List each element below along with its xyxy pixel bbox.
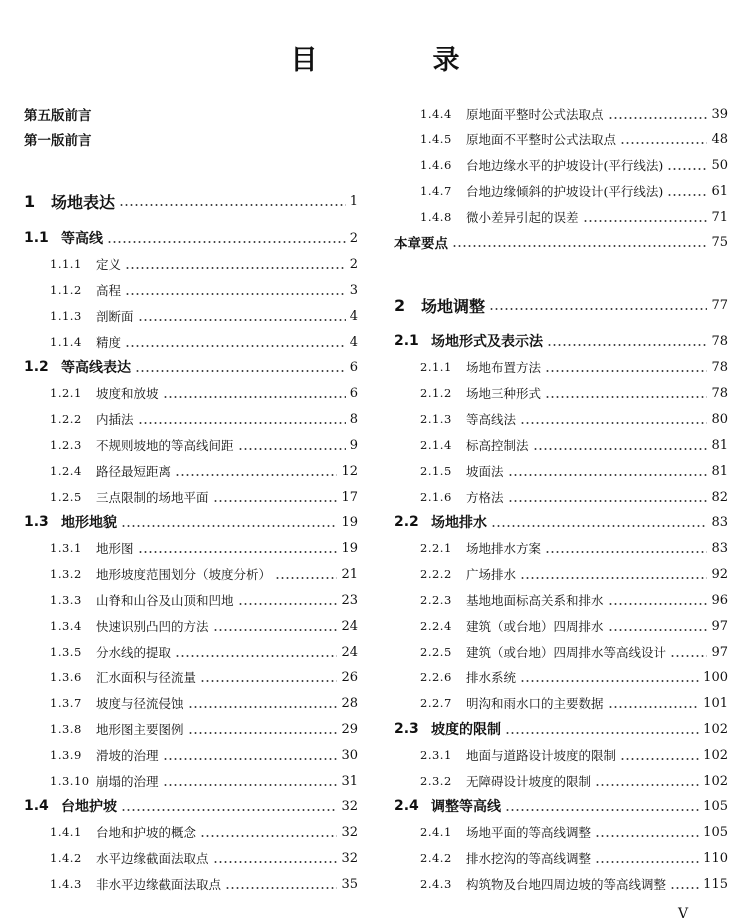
toc-entry[interactable] xyxy=(24,486,358,508)
section-title: 场地排水方案 xyxy=(466,541,542,556)
toc-entry[interactable] xyxy=(24,382,358,404)
section-title: 坡度的限制 xyxy=(431,722,501,738)
section-title: 坡面法 xyxy=(466,464,504,479)
toc-entry[interactable] xyxy=(394,563,728,585)
dot-leader xyxy=(452,245,707,247)
toc-entry[interactable] xyxy=(394,770,728,792)
dot-leader xyxy=(533,448,708,450)
page-number: 30 xyxy=(341,747,358,763)
toc-entry[interactable] xyxy=(394,589,728,611)
section-title: 快速识别凸凹的方法 xyxy=(96,619,209,634)
toc-entry[interactable] xyxy=(394,231,728,253)
section-title: 高程 xyxy=(96,283,122,298)
section-title: 地形地貌 xyxy=(61,515,117,531)
section-title: 坡度与径流侵蚀 xyxy=(96,696,184,711)
dot-leader xyxy=(667,194,707,196)
page-number: 61 xyxy=(711,183,728,199)
section-title: 本章要点 xyxy=(394,236,448,252)
page-number: 24 xyxy=(341,618,358,634)
dot-leader xyxy=(545,396,707,398)
section-title: 场地布置方法 xyxy=(466,360,542,375)
section-title: 场地表达 xyxy=(51,192,116,212)
section-title: 地形坡度范围划分（坡度分析） xyxy=(96,567,272,582)
page-number: 17 xyxy=(341,489,358,505)
toc-entry[interactable] xyxy=(24,537,358,559)
toc-entry[interactable] xyxy=(24,615,358,637)
section-title: 无障碍设计坡度的限制 xyxy=(466,774,592,789)
section-number: 1.3.3 xyxy=(50,593,82,607)
section-number: 1.1.4 xyxy=(50,335,82,349)
dot-leader xyxy=(138,551,338,553)
section-title: 明沟和雨水口的主要数据 xyxy=(466,696,604,711)
dot-leader xyxy=(670,887,699,889)
toc-entry[interactable] xyxy=(394,511,728,533)
page-number: 92 xyxy=(711,566,728,582)
section-number: 1.3 xyxy=(24,514,49,530)
section-number: 1.3.5 xyxy=(50,645,82,659)
section-title: 原地面不平整时公式法取点 xyxy=(466,132,617,147)
page-number: 26 xyxy=(341,669,358,685)
section-title: 台地边缘倾斜的护坡设计(平行线法) xyxy=(466,184,664,199)
section-number: 1.3.9 xyxy=(50,748,82,762)
toc-entry[interactable] xyxy=(24,873,358,895)
dot-leader xyxy=(213,500,338,502)
page-number: 6 xyxy=(349,385,358,401)
page-number: 24 xyxy=(341,644,358,660)
page-number: 4 xyxy=(349,334,358,350)
dot-leader xyxy=(505,732,699,734)
section-number: 1.1 xyxy=(24,230,49,246)
section-title: 内插法 xyxy=(96,412,134,427)
dot-leader xyxy=(505,809,699,811)
section-title: 汇水面积与径流量 xyxy=(96,670,197,685)
section-number: 2 xyxy=(394,295,406,315)
section-number: 2.4.2 xyxy=(420,851,452,865)
toc-entry[interactable] xyxy=(394,666,728,688)
page-number: 32 xyxy=(341,798,358,814)
dot-leader xyxy=(135,370,346,372)
toc-entry[interactable] xyxy=(394,434,728,456)
section-number: 1.3.6 xyxy=(50,670,82,684)
dot-leader xyxy=(595,835,699,837)
section-number: 1.1.1 xyxy=(50,257,82,271)
section-number: 1.4.7 xyxy=(420,184,452,198)
section-title: 场地排水 xyxy=(431,515,487,531)
dot-leader xyxy=(138,422,346,424)
section-number: 1.3.10 xyxy=(50,774,90,788)
toc-entry[interactable] xyxy=(394,180,728,202)
section-title: 非水平边缘截面法取点 xyxy=(96,877,222,892)
dot-leader xyxy=(188,732,338,734)
page-number: 32 xyxy=(341,824,358,840)
page-number: 23 xyxy=(341,592,358,608)
dot-leader xyxy=(545,551,707,553)
dot-leader xyxy=(275,577,337,579)
section-title: 精度 xyxy=(96,335,122,350)
dot-leader xyxy=(491,525,707,527)
dot-leader xyxy=(213,861,338,863)
toc-entry[interactable] xyxy=(24,589,358,611)
section-number: 1.4.2 xyxy=(50,851,82,865)
dot-leader xyxy=(667,168,707,170)
section-title: 建筑（或台地）四周排水 xyxy=(466,619,604,634)
section-number: 2.1.1 xyxy=(420,360,452,374)
dot-leader xyxy=(583,220,708,222)
dot-leader xyxy=(608,603,708,605)
page-number: 3 xyxy=(349,282,358,298)
page-number: 75 xyxy=(711,234,728,250)
toc-entry[interactable] xyxy=(394,154,728,176)
toc-entry[interactable] xyxy=(394,795,728,817)
section-title: 场地三种形式 xyxy=(466,386,542,401)
toc-entry[interactable] xyxy=(394,206,728,228)
section-title: 排水挖沟的等高线调整 xyxy=(466,851,592,866)
page-number: 1 xyxy=(349,193,358,209)
dot-leader xyxy=(620,758,699,760)
section-title: 微小差异引起的误差 xyxy=(466,210,579,225)
toc-entry[interactable] xyxy=(394,486,728,508)
toc-entry[interactable] xyxy=(24,305,358,327)
dot-leader xyxy=(188,706,338,708)
section-number: 2.2.1 xyxy=(420,541,452,555)
toc-entry[interactable] xyxy=(394,330,728,352)
section-title: 不规则坡地的等高线间距 xyxy=(96,438,234,453)
dot-leader xyxy=(125,293,346,295)
page-number: 100 xyxy=(703,669,728,685)
section-title: 场地形式及表示法 xyxy=(431,334,543,350)
page-number: 8 xyxy=(349,411,358,427)
section-title: 构筑物及台地四周边坡的等高线调整 xyxy=(466,877,667,892)
toc-entry[interactable] xyxy=(394,408,728,430)
section-title: 第五版前言 xyxy=(24,108,92,124)
toc-entry[interactable] xyxy=(24,331,358,353)
section-title: 广场排水 xyxy=(466,567,517,582)
section-number: 1.4.5 xyxy=(420,132,452,146)
dot-leader xyxy=(520,577,707,579)
section-title: 水平边缘截面法取点 xyxy=(96,851,209,866)
dot-leader xyxy=(620,142,707,144)
section-number: 1 xyxy=(24,191,36,211)
section-title: 台地护坡 xyxy=(61,799,117,815)
toc-entry[interactable] xyxy=(24,563,358,585)
toc-entry[interactable] xyxy=(394,718,728,740)
section-number: 2.2.4 xyxy=(420,619,452,633)
section-number: 2.4.1 xyxy=(420,825,452,839)
dot-leader xyxy=(107,241,346,243)
section-number: 1.3.1 xyxy=(50,541,82,555)
section-number: 2.3.2 xyxy=(420,774,452,788)
dot-leader xyxy=(225,887,337,889)
section-title: 地形图 xyxy=(96,541,134,556)
section-number: 2.2.5 xyxy=(420,645,452,659)
section-title: 路径最短距离 xyxy=(96,464,172,479)
toc-entry[interactable] xyxy=(24,103,358,125)
page-number: 35 xyxy=(341,876,358,892)
page-number: 19 xyxy=(341,514,358,530)
toc-entry[interactable] xyxy=(394,615,728,637)
section-number: 2.3.1 xyxy=(420,748,452,762)
section-number: 2.1 xyxy=(394,333,419,349)
page-number: 110 xyxy=(703,850,728,866)
dot-leader xyxy=(608,629,708,631)
page-number: 115 xyxy=(703,876,728,892)
section-number: 1.2 xyxy=(24,359,49,375)
toc-entry[interactable] xyxy=(24,227,358,249)
dot-leader xyxy=(238,603,338,605)
toc-entry[interactable] xyxy=(394,103,728,125)
section-title: 分水线的提取 xyxy=(96,645,172,660)
dot-leader xyxy=(138,319,346,321)
dot-leader xyxy=(163,758,338,760)
section-number: 2.2 xyxy=(394,514,419,530)
section-title: 定义 xyxy=(96,257,122,272)
page-number: 82 xyxy=(711,489,728,505)
section-title: 山脊和山谷及山顶和凹地 xyxy=(96,593,234,608)
section-number: 2.1.6 xyxy=(420,490,452,504)
page-number: 80 xyxy=(711,411,728,427)
toc-entry[interactable] xyxy=(394,873,728,895)
page-number: 31 xyxy=(341,773,358,789)
page-number: 102 xyxy=(703,747,728,763)
section-title: 方格法 xyxy=(466,490,504,505)
dot-leader xyxy=(595,861,699,863)
section-number: 1.4.1 xyxy=(50,825,82,839)
page-number: 81 xyxy=(711,437,728,453)
page-number: 83 xyxy=(711,514,728,530)
toc-entry[interactable] xyxy=(394,537,728,559)
page-number: 105 xyxy=(703,824,728,840)
section-number: 1.2.2 xyxy=(50,412,82,426)
page-number: 81 xyxy=(711,463,728,479)
section-number: 1.3.4 xyxy=(50,619,82,633)
toc-entry[interactable] xyxy=(24,434,358,456)
section-number: 1.4.8 xyxy=(420,210,452,224)
page-number: 39 xyxy=(711,106,728,122)
section-title: 崩塌的治理 xyxy=(96,774,159,789)
dot-leader xyxy=(175,474,337,476)
toc-entry[interactable] xyxy=(394,847,728,869)
section-number: 1.2.5 xyxy=(50,490,82,504)
page-number: 2 xyxy=(349,256,358,272)
section-title: 台地和护坡的概念 xyxy=(96,825,197,840)
toc-entry[interactable] xyxy=(24,795,358,817)
toc-entry[interactable] xyxy=(24,744,358,766)
section-title: 剖断面 xyxy=(96,309,134,324)
section-title: 坡度和放坡 xyxy=(96,386,159,401)
page-number: 78 xyxy=(711,359,728,375)
section-number: 1.1.2 xyxy=(50,283,82,297)
dot-leader xyxy=(547,344,707,346)
section-number: 1.1.3 xyxy=(50,309,82,323)
page-number: 12 xyxy=(341,463,358,479)
dot-leader xyxy=(200,680,337,682)
section-title: 场地调整 xyxy=(421,296,486,316)
section-number: 1.4.4 xyxy=(420,107,452,121)
section-number: 2.4 xyxy=(394,798,419,814)
dot-leader xyxy=(175,655,337,657)
section-number: 2.2.3 xyxy=(420,593,452,607)
page-number: 2 xyxy=(349,230,358,246)
page-title: 目 录 xyxy=(290,45,504,76)
section-number: 2.1.3 xyxy=(420,412,452,426)
page-number: 32 xyxy=(341,850,358,866)
toc-entry[interactable] xyxy=(24,356,358,378)
page-number: 71 xyxy=(711,209,728,225)
section-number: 2.2.6 xyxy=(420,670,452,684)
page-number: 48 xyxy=(711,131,728,147)
dot-leader xyxy=(520,422,707,424)
toc-entry[interactable] xyxy=(24,511,358,533)
section-number: 2.1.4 xyxy=(420,438,452,452)
section-title: 等高线表达 xyxy=(61,360,131,376)
toc-entry[interactable] xyxy=(394,692,728,714)
section-number: 2.1.2 xyxy=(420,386,452,400)
section-number: 1.3.7 xyxy=(50,696,82,710)
section-number: 2.2.2 xyxy=(420,567,452,581)
page-number: 77 xyxy=(711,297,728,313)
section-title: 地面与道路设计坡度的限制 xyxy=(466,748,617,763)
page-number: 102 xyxy=(703,721,728,737)
page-marker: V xyxy=(678,906,689,922)
toc-entry[interactable] xyxy=(394,294,728,316)
dot-leader xyxy=(545,370,707,372)
page-number: 9 xyxy=(349,437,358,453)
dot-leader xyxy=(213,629,338,631)
toc-entry[interactable] xyxy=(24,692,358,714)
section-title: 建筑（或台地）四周排水等高线设计 xyxy=(466,645,667,660)
section-number: 1.4 xyxy=(24,798,49,814)
dot-leader xyxy=(608,117,708,119)
section-title: 等高线 xyxy=(61,231,103,247)
toc-entry[interactable] xyxy=(24,408,358,430)
dot-leader xyxy=(125,345,346,347)
toc-entry[interactable] xyxy=(24,128,358,150)
page-number: 29 xyxy=(341,721,358,737)
dot-leader xyxy=(520,680,699,682)
section-number: 1.2.4 xyxy=(50,464,82,478)
toc-entry[interactable] xyxy=(394,356,728,378)
dot-leader xyxy=(200,835,337,837)
page-number: 21 xyxy=(341,566,358,582)
section-title: 调整等高线 xyxy=(431,799,501,815)
section-title: 第一版前言 xyxy=(24,133,92,149)
toc-entry[interactable] xyxy=(24,666,358,688)
section-number: 2.3 xyxy=(394,721,419,737)
toc-entry[interactable] xyxy=(24,847,358,869)
dot-leader xyxy=(119,204,346,206)
toc-entry[interactable] xyxy=(24,770,358,792)
toc-entry[interactable] xyxy=(24,460,358,482)
page-number: 97 xyxy=(711,618,728,634)
toc-entry[interactable] xyxy=(24,718,358,740)
page-number: 78 xyxy=(711,385,728,401)
section-title: 地形图主要图例 xyxy=(96,722,184,737)
dot-leader xyxy=(670,655,707,657)
section-number: 1.4.3 xyxy=(50,877,82,891)
section-number: 1.3.2 xyxy=(50,567,82,581)
page-number: 4 xyxy=(349,308,358,324)
section-title: 滑坡的治理 xyxy=(96,748,159,763)
section-title: 等高线法 xyxy=(466,412,517,427)
section-title: 标高控制法 xyxy=(466,438,529,453)
section-number: 1.2.1 xyxy=(50,386,82,400)
dot-leader xyxy=(121,809,337,811)
toc-entry[interactable] xyxy=(24,821,358,843)
toc-entry[interactable] xyxy=(394,382,728,404)
toc-entry[interactable] xyxy=(24,641,358,663)
page-number: 50 xyxy=(711,157,728,173)
toc-entry[interactable] xyxy=(24,279,358,301)
page-number: 19 xyxy=(341,540,358,556)
section-number: 1.4.6 xyxy=(420,158,452,172)
dot-leader xyxy=(163,784,338,786)
toc-entry[interactable] xyxy=(394,821,728,843)
toc-entry[interactable] xyxy=(394,744,728,766)
dot-leader xyxy=(489,308,707,310)
toc-entry[interactable] xyxy=(394,128,728,150)
page-number: 105 xyxy=(703,798,728,814)
dot-leader xyxy=(608,706,700,708)
dot-leader xyxy=(508,474,708,476)
toc-entry[interactable] xyxy=(394,460,728,482)
dot-leader xyxy=(121,525,337,527)
toc-entry[interactable] xyxy=(24,253,358,275)
section-number: 1.3.8 xyxy=(50,722,82,736)
section-number: 2.1.5 xyxy=(420,464,452,478)
toc-entry[interactable] xyxy=(24,190,358,212)
section-title: 排水系统 xyxy=(466,670,517,685)
page-number: 78 xyxy=(711,333,728,349)
page-number: 28 xyxy=(341,695,358,711)
section-number: 2.2.7 xyxy=(420,696,452,710)
toc-entry[interactable] xyxy=(394,641,728,663)
page-number: 96 xyxy=(711,592,728,608)
dot-leader xyxy=(508,500,708,502)
page-number: 101 xyxy=(703,695,728,711)
section-number: 2.4.3 xyxy=(420,877,452,891)
page-number: 102 xyxy=(703,773,728,789)
dot-leader xyxy=(125,267,346,269)
section-title: 三点限制的场地平面 xyxy=(96,490,209,505)
page-number: 97 xyxy=(711,644,728,660)
dot-leader xyxy=(595,784,699,786)
section-title: 原地面平整时公式法取点 xyxy=(466,107,604,122)
section-title: 场地平面的等高线调整 xyxy=(466,825,592,840)
page-number: 83 xyxy=(711,540,728,556)
dot-leader xyxy=(238,448,346,450)
dot-leader xyxy=(163,396,346,398)
section-title: 基地地面标高关系和排水 xyxy=(466,593,604,608)
section-number: 1.2.3 xyxy=(50,438,82,452)
page-number: 6 xyxy=(349,359,358,375)
section-title: 台地边缘水平的护坡设计(平行线法) xyxy=(466,158,664,173)
